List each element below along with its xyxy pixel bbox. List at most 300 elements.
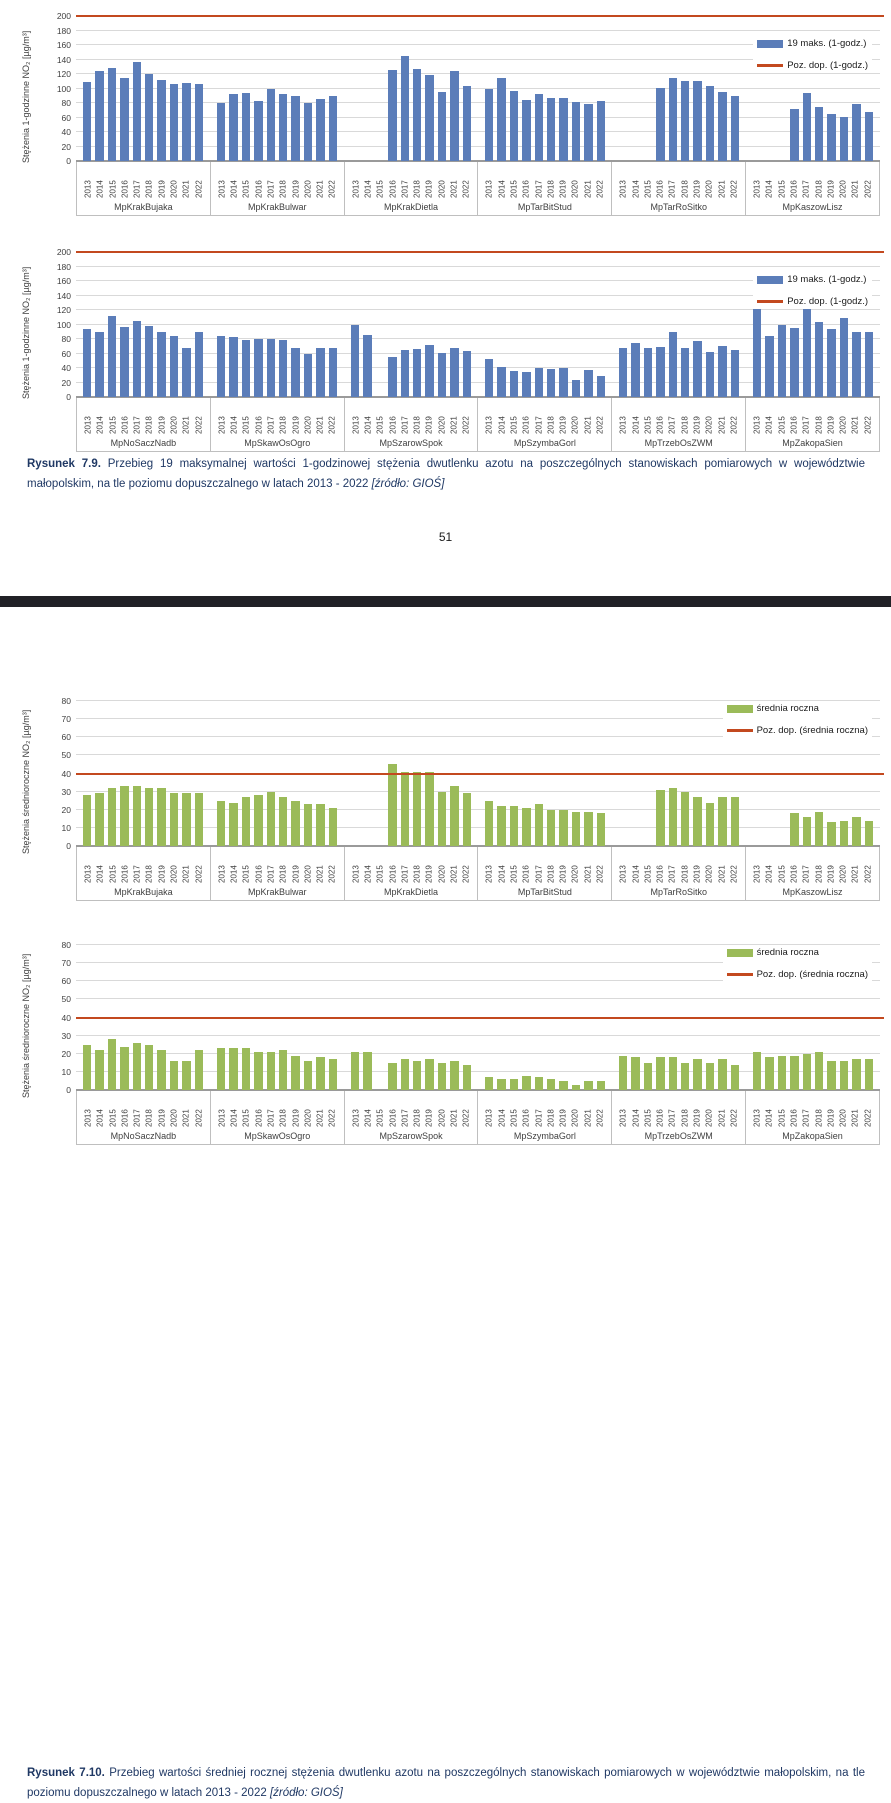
bar	[133, 1043, 141, 1090]
year-tick-label: 2020	[571, 416, 581, 434]
year-tick-label: 2017	[801, 1109, 811, 1127]
year-tick-label: 2021	[583, 865, 593, 883]
year-label-group	[612, 162, 746, 198]
year-tick-label: 2020	[838, 865, 848, 883]
bar	[572, 102, 580, 161]
year-tick-label: 2017	[534, 865, 544, 883]
legend-label: 19 maks. (1-godz.)	[787, 274, 867, 285]
bar	[790, 328, 798, 397]
bar-slot	[582, 252, 594, 397]
bar-slot	[168, 16, 180, 161]
year-label-group	[478, 1091, 612, 1127]
bar-slot	[265, 16, 277, 161]
bar	[463, 351, 471, 397]
bar	[597, 813, 605, 846]
legend-item	[757, 296, 868, 307]
year-tick-label: 2022	[461, 416, 471, 434]
year-tick-label: 2021	[717, 865, 727, 883]
bar	[120, 786, 128, 846]
legend-item	[727, 969, 868, 980]
bar-slot	[168, 252, 180, 397]
year-tick-label: 2017	[400, 180, 410, 198]
year-tick-label: 2013	[485, 865, 495, 883]
bar-slot	[386, 252, 398, 397]
year-tick-label: 2019	[826, 865, 836, 883]
year-tick-label: 2021	[315, 865, 325, 883]
year-tick-label: 2013	[83, 416, 93, 434]
year-tick-label: 2022	[461, 865, 471, 883]
year-tick-label: 2018	[145, 1109, 155, 1127]
bar	[535, 804, 543, 846]
bar	[572, 1085, 580, 1090]
year-tick-label: 2015	[777, 180, 787, 198]
bar	[425, 345, 433, 397]
bar-slot	[240, 16, 252, 161]
year-tick-label: 2019	[424, 416, 434, 434]
bar	[485, 801, 493, 846]
bar-slot	[508, 252, 520, 397]
x-axis-station-labels	[76, 1127, 880, 1145]
year-tick-label: 2019	[291, 416, 301, 434]
bar-slot	[180, 16, 192, 161]
bar-slot	[617, 16, 629, 161]
bar	[584, 1081, 592, 1090]
year-tick-label: 2016	[789, 865, 799, 883]
year-tick-label: 2017	[400, 865, 410, 883]
year-tick-label: 2018	[814, 180, 824, 198]
year-tick-label: 2022	[729, 865, 739, 883]
bar	[450, 1061, 458, 1090]
year-tick-label: 2015	[643, 180, 653, 198]
station-name-label: MpKrakBulwar	[211, 198, 345, 216]
bar	[559, 810, 567, 846]
year-tick-label: 2017	[132, 416, 142, 434]
bar	[656, 88, 664, 161]
bar	[438, 353, 446, 397]
year-tick-label: 2021	[583, 180, 593, 198]
year-tick-label: 2020	[838, 1109, 848, 1127]
station-name-label: MpZakopaSien	[746, 1127, 880, 1145]
bar	[450, 786, 458, 846]
x-axis-year-labels	[76, 1091, 880, 1127]
year-tick-label: 2021	[449, 416, 459, 434]
year-tick-label: 2019	[692, 1109, 702, 1127]
year-tick-label: 2016	[388, 416, 398, 434]
year-tick-label: 2017	[400, 1109, 410, 1127]
year-tick-label: 2020	[169, 180, 179, 198]
y-tick-label: 10	[61, 822, 71, 833]
x-axis-station-labels	[76, 883, 880, 901]
bar	[693, 341, 701, 397]
bar	[157, 1050, 165, 1090]
y-tick-label: 180	[56, 25, 71, 36]
caption-label: Rysunek 7.10.	[27, 1767, 105, 1779]
legend-label: średnia roczna	[756, 703, 819, 714]
year-tick-label: 2020	[303, 416, 313, 434]
legend-bar-swatch	[727, 949, 753, 957]
y-tick-label: 100	[56, 319, 71, 330]
year-tick-label: 2013	[217, 1109, 227, 1127]
year-tick-label: 2021	[851, 180, 861, 198]
year-tick-label: 2017	[534, 180, 544, 198]
page-number: 51	[438, 530, 453, 544]
bar	[304, 103, 312, 161]
bar	[425, 772, 433, 846]
bar	[718, 92, 726, 161]
year-label-group	[612, 398, 746, 434]
bar	[182, 793, 190, 846]
bar	[790, 813, 798, 846]
bar-slot	[361, 252, 373, 397]
bar	[753, 1052, 761, 1090]
station-name-label: MpTarBitStud	[478, 883, 612, 901]
bar	[388, 1063, 396, 1090]
bar	[304, 354, 312, 397]
station-group	[478, 252, 612, 397]
year-tick-label: 2021	[583, 416, 593, 434]
year-tick-label: 2019	[826, 180, 836, 198]
station-name-label: MpTarBitStud	[478, 198, 612, 216]
bar	[865, 332, 873, 397]
year-tick-label: 2022	[595, 180, 605, 198]
station-name-label: MpNoSaczNadb	[76, 1127, 211, 1145]
bar-slot	[374, 16, 386, 161]
bar-slot	[289, 252, 301, 397]
bar-slot	[155, 16, 167, 161]
bar	[840, 1061, 848, 1090]
bar	[242, 93, 250, 161]
chart-legend	[723, 945, 872, 982]
bar	[279, 797, 287, 846]
bar-slot	[582, 16, 594, 161]
year-tick-label: 2019	[692, 416, 702, 434]
bar	[522, 808, 530, 846]
bar-slot	[143, 16, 155, 161]
year-tick-label: 2019	[291, 1109, 301, 1127]
station-name-label: MpSkawOsOgro	[211, 1127, 345, 1145]
year-tick-label: 2014	[497, 865, 507, 883]
bar	[681, 81, 689, 161]
bar	[157, 80, 165, 161]
bar	[803, 309, 811, 397]
bar-slot	[180, 252, 192, 397]
year-tick-label: 2017	[266, 180, 276, 198]
year-tick-label: 2013	[485, 180, 495, 198]
bar-slot	[533, 252, 545, 397]
bar-slot	[215, 252, 227, 397]
bar	[497, 806, 505, 846]
year-tick-label: 2016	[254, 416, 264, 434]
year-tick-label: 2021	[449, 865, 459, 883]
bar	[401, 772, 409, 846]
bar	[547, 1079, 555, 1090]
y-tick-label: 120	[56, 305, 71, 315]
bar	[706, 803, 714, 847]
bar	[619, 348, 627, 397]
year-tick-label: 2019	[826, 416, 836, 434]
bar	[438, 792, 446, 846]
bar-slot	[495, 252, 507, 397]
bar	[631, 1057, 639, 1090]
station-name-label: MpKrakDietla	[345, 883, 479, 901]
bar-slot	[729, 16, 741, 161]
legend-item	[727, 947, 868, 958]
y-tick-label: 20	[61, 141, 71, 152]
year-tick-label: 2017	[266, 865, 276, 883]
document-page-52	[0, 607, 891, 1800]
bar	[229, 94, 237, 161]
bar	[827, 114, 835, 161]
year-tick-label: 2022	[729, 416, 739, 434]
year-tick-label: 2018	[680, 865, 690, 883]
year-label-group	[746, 162, 880, 198]
bar	[840, 821, 848, 846]
year-tick-label: 2022	[194, 180, 204, 198]
bar	[510, 806, 518, 846]
year-tick-label: 2018	[278, 180, 288, 198]
year-tick-label: 2020	[437, 1109, 447, 1127]
bar	[510, 371, 518, 397]
year-tick-label: 2018	[680, 1109, 690, 1127]
bar	[329, 1059, 337, 1090]
bar	[170, 336, 178, 397]
year-tick-label: 2014	[765, 416, 775, 434]
bar	[559, 1081, 567, 1090]
year-tick-label: 2015	[108, 1109, 118, 1127]
y-tick-label: 200	[56, 11, 71, 21]
legend-item	[757, 60, 868, 71]
bar	[170, 793, 178, 846]
bar	[597, 1081, 605, 1090]
bar	[438, 1063, 446, 1090]
year-tick-label: 2019	[157, 865, 167, 883]
x-axis-station-labels	[76, 434, 880, 452]
year-tick-label: 2015	[777, 1109, 787, 1127]
bar-slot	[729, 252, 741, 397]
year-tick-label: 2016	[388, 180, 398, 198]
bar	[852, 104, 860, 161]
bar	[425, 1059, 433, 1090]
bar-slot	[302, 252, 314, 397]
bar-slot	[327, 16, 339, 161]
bar	[731, 797, 739, 846]
bar-slot	[654, 16, 666, 161]
bar-slot	[143, 252, 155, 397]
bar-slot	[448, 16, 460, 161]
limit-line	[76, 251, 884, 253]
bar	[329, 348, 337, 397]
year-tick-label: 2013	[618, 1109, 628, 1127]
bar	[765, 336, 773, 397]
bar	[133, 62, 141, 161]
year-tick-label: 2013	[752, 1109, 762, 1127]
bar-slot	[642, 16, 654, 161]
chart-legend	[753, 36, 872, 73]
year-tick-label: 2020	[838, 416, 848, 434]
year-tick-label: 2018	[145, 416, 155, 434]
year-label-group	[612, 1091, 746, 1127]
year-tick-label: 2017	[132, 180, 142, 198]
bar	[778, 1056, 786, 1090]
station-group	[76, 252, 210, 397]
bar	[731, 96, 739, 161]
bar-slot	[118, 252, 130, 397]
limit-line	[76, 1017, 884, 1019]
year-label-group	[211, 398, 345, 434]
bar	[291, 801, 299, 846]
station-name-label: MpSzymbaGorl	[478, 434, 612, 452]
bar	[145, 326, 153, 397]
bar	[656, 790, 664, 846]
station-group	[210, 252, 344, 397]
year-tick-label: 2019	[157, 416, 167, 434]
bar	[329, 808, 337, 846]
bar	[95, 71, 103, 161]
bar	[229, 1048, 237, 1090]
bar	[815, 812, 823, 846]
bar-slot	[461, 16, 473, 161]
year-label-group	[76, 398, 211, 434]
bar	[865, 112, 873, 161]
station-group	[210, 16, 344, 161]
bar	[120, 78, 128, 161]
bar	[195, 793, 203, 846]
year-tick-label: 2019	[558, 1109, 568, 1127]
bar-slot	[314, 252, 326, 397]
year-tick-label: 2019	[692, 180, 702, 198]
year-tick-label: 2015	[242, 865, 252, 883]
bar	[363, 1052, 371, 1090]
bar	[120, 327, 128, 397]
bar-slot	[448, 252, 460, 397]
y-tick-label: 0	[66, 1085, 71, 1095]
station-name-label: MpTarRoSitko	[612, 198, 746, 216]
year-tick-label: 2014	[95, 1109, 105, 1127]
station-group	[76, 16, 210, 161]
bar	[840, 117, 848, 161]
year-tick-label: 2022	[863, 1109, 873, 1127]
bar	[95, 332, 103, 397]
bar	[644, 348, 652, 397]
bar	[584, 104, 592, 161]
bar-slot	[227, 252, 239, 397]
bar	[681, 792, 689, 846]
bar-slot	[595, 252, 607, 397]
year-tick-label: 2017	[534, 416, 544, 434]
bar	[731, 350, 739, 397]
y-tick-label: 60	[61, 348, 71, 359]
year-tick-label: 2015	[108, 180, 118, 198]
bar	[170, 84, 178, 161]
year-tick-label: 2021	[181, 416, 191, 434]
year-label-group	[612, 847, 746, 883]
year-tick-label: 2019	[424, 865, 434, 883]
year-tick-label: 2021	[717, 180, 727, 198]
year-tick-label: 2017	[801, 865, 811, 883]
bar-slot	[691, 16, 703, 161]
year-tick-label: 2018	[278, 1109, 288, 1127]
year-tick-label: 2019	[826, 1109, 836, 1127]
year-tick-label: 2015	[777, 865, 787, 883]
year-tick-label: 2022	[595, 1109, 605, 1127]
year-label-group	[345, 847, 479, 883]
bar-slot	[81, 16, 93, 161]
bar	[413, 1061, 421, 1090]
bar-slot	[411, 16, 423, 161]
bar	[316, 1057, 324, 1090]
bar	[267, 339, 275, 397]
year-tick-label: 2013	[618, 416, 628, 434]
bar-slot	[106, 16, 118, 161]
year-tick-label: 2016	[388, 865, 398, 883]
bar-slot	[118, 16, 130, 161]
bar-slot	[508, 16, 520, 161]
bar-slot	[545, 16, 557, 161]
bar	[547, 810, 555, 846]
bar-slot	[667, 16, 679, 161]
y-tick-label: 180	[56, 261, 71, 272]
bar	[790, 1056, 798, 1090]
year-tick-label: 2013	[618, 180, 628, 198]
bar	[254, 339, 262, 397]
year-tick-label: 2015	[375, 416, 385, 434]
year-tick-label: 2018	[546, 1109, 556, 1127]
bar	[522, 1076, 530, 1091]
year-tick-label: 2018	[278, 416, 288, 434]
bar	[718, 797, 726, 846]
year-tick-label: 2013	[485, 1109, 495, 1127]
bar	[145, 1045, 153, 1090]
y-tick-label: 60	[61, 112, 71, 123]
legend-label: Poz. dop. (1-godz.)	[787, 60, 868, 71]
bar-slot	[679, 16, 691, 161]
bar	[108, 68, 116, 161]
year-tick-label: 2015	[242, 416, 252, 434]
y-tick-label: 20	[61, 804, 71, 815]
year-tick-label: 2019	[558, 416, 568, 434]
y-tick-label: 30	[61, 1030, 71, 1041]
bar	[157, 788, 165, 846]
bar	[681, 1063, 689, 1090]
bar	[559, 368, 567, 397]
year-tick-label: 2022	[595, 865, 605, 883]
bar	[279, 1050, 287, 1090]
year-label-group	[211, 847, 345, 883]
bar	[217, 1048, 225, 1090]
year-tick-label: 2020	[437, 180, 447, 198]
year-tick-label: 2014	[631, 180, 641, 198]
bar	[351, 1052, 359, 1090]
bar	[522, 372, 530, 397]
bar	[644, 1063, 652, 1090]
year-tick-label: 2017	[668, 865, 678, 883]
bar	[753, 296, 761, 397]
station-name-label: MpSzarowSpok	[345, 434, 479, 452]
bar	[413, 772, 421, 846]
year-tick-label: 2016	[388, 1109, 398, 1127]
year-tick-label: 2016	[120, 180, 130, 198]
bar	[229, 337, 237, 397]
bar	[572, 380, 580, 397]
year-label-group	[345, 1091, 479, 1127]
bar-slot	[704, 16, 716, 161]
bar-slot	[227, 16, 239, 161]
year-tick-label: 2021	[315, 1109, 325, 1127]
year-tick-label: 2018	[412, 416, 422, 434]
year-tick-label: 2014	[631, 416, 641, 434]
bar	[840, 318, 848, 397]
year-label-group	[746, 847, 880, 883]
